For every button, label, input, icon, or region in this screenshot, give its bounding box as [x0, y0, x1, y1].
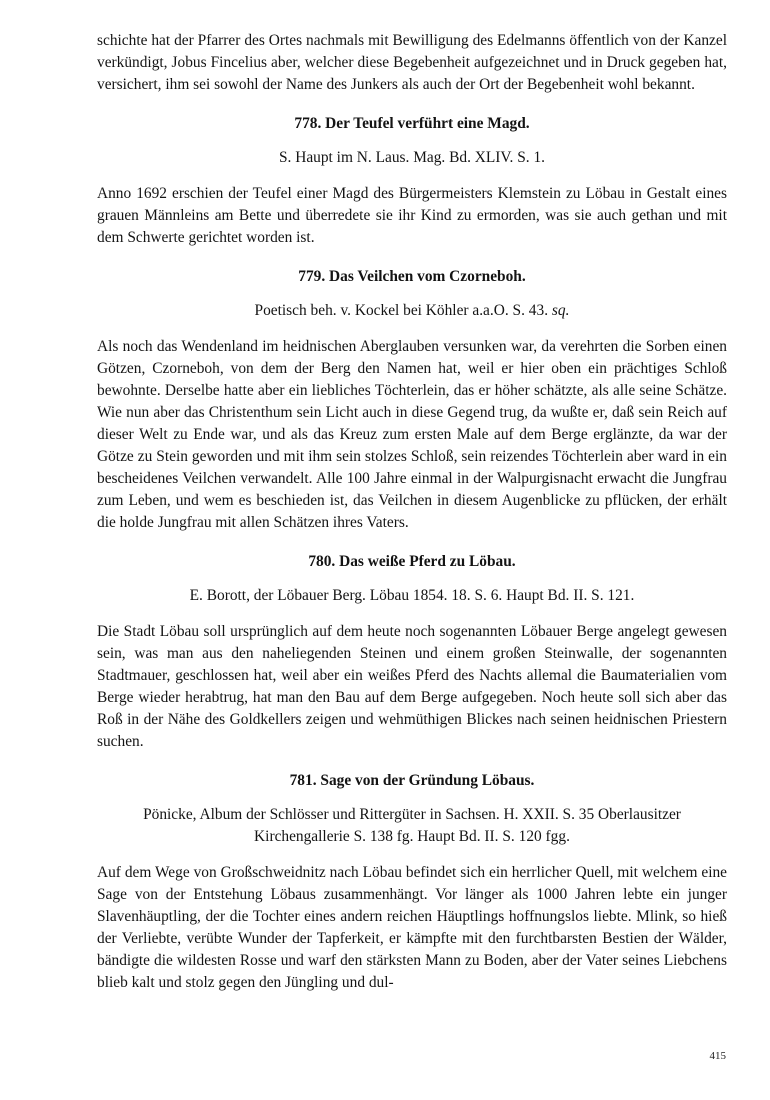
section-780-text: Die Stadt Löbau soll ursprünglich auf dem heute noch sogenannten Löbauer Berge angelegt gewesen sein, was man aus den naheliegenden Steinen und einem großen Steinwalle, der sogenannten Stadtmauer, geschlossen hat, weil aber ein weißes Pferd des Nachts allemal die Baumaterialien vom Berge wieder herabtrug, hat man den Bau auf dem Berge aufgegeben. Noch heute soll sich aber das Roß in der Nähe des Goldkellers zeigen und wehmüthigen Blickes nach seinen heidnischen Priestern suchen.: [97, 623, 727, 750]
section-780-source: E. Borott, der Löbauer Berg. Löbau 1854. 18. S. 6. Haupt Bd. II. S. 121.: [189, 587, 635, 604]
section-781-source-line2: Kirchengallerie S. 138 fg. Haupt Bd. II. S. 120 fgg.: [254, 828, 570, 845]
section-781-source-line1: Pönicke, Album der Schlösser und Rittergüter in Sachsen. H. XXII. S. 35 Oberlausitzer: [143, 806, 681, 823]
intro-paragraph: schichte hat der Pfarrer des Ortes nachmals mit Bewilligung des Edelmanns öffentlich von der Kanzel verkündigt, Jobus Fincelius aber, welcher diese Begebenheit aufgezeichnet und in Druck gegeben hat, versichert, ihm sei sowohl der Name des Junkers als auch der Ort der Begebenheit wohl bekannt.: [97, 32, 727, 93]
section-779-title: 779. Das Veilchen vom Czorneboh.: [298, 268, 526, 285]
page-body: [97, 30, 727, 994]
page-number: 415: [709, 1050, 726, 1062]
section-780-title: 780. Das weiße Pferd zu Löbau.: [308, 553, 516, 570]
section-778-source: S. Haupt im N. Laus. Mag. Bd. XLIV. S. 1.: [278, 149, 546, 166]
section-778-text: Anno 1692 erschien der Teufel einer Magd des Bürgermeisters Klemstein zu Löbau in Gestalt eines grauen Männleins am Bette und überredete sie ihr Kind zu ermorden, was sie auch gethan und mit dem Schwerte gerichtet worden ist.: [97, 185, 727, 246]
section-779-source-text: Poetisch beh. v. Kockel bei Köhler a.a.O. S. 43.: [254, 302, 549, 319]
section-778-title: 778. Der Teufel verführt eine Magd.: [294, 115, 530, 132]
section-779-text: Als noch das Wendenland im heidnischen Aberglauben versunken war, da verehrten die Sorben einen Götzen, Czorneboh, von dem der Berg den Namen hat, weil er hier oben ein prächtiges Schloß bewohnte. Derselbe hatte aber ein liebliches Töchterlein, das er höher schätzte, als alle seine Schätze. Wie nun aber das Christenthum sein Licht auch in diese Gegend trug, da wußte er, daß sein Reich auf dieser Welt zu Ende war, und als das Kreuz zum ersten Male auf dem Berge erglänzte, da war der Götze zu Stein geworden und mit ihm sein stolzes Schloß, sein reizendes Töchterlein aber ward in ein bescheidenes Veilchen verwandelt. Alle 100 Jahre einmal in der Walpurgisnacht erwacht die Jungfrau zum Leben, und wem es beschieden ist, das Veilchen in diesem Augenblicke zu pflücken, der erhält die holde Jungfrau mit allen Schätzen ihres Vaters.: [97, 338, 727, 531]
section-779-source-sq: sq.: [551, 302, 570, 319]
section-781-title: 781. Sage von der Gründung Löbaus.: [289, 772, 535, 789]
section-781-source: [97, 804, 727, 848]
section-779-source: [97, 300, 727, 322]
section-781-text: Auf dem Wege von Großschweidnitz nach Löbau befindet sich ein herrlicher Quell, mit welchem eine Sage von der Entstehung Löbaus zusammenhängt. Vor länger als 1000 Jahren lebte ein junger Slavenhäuptling, der die Tochter eines andern reichen Häuptlings hoffnungslos liebte. Mlink, so hieß der Verliebte, verübte Wunder der Tapferkeit, er kämpfte mit den furchtbarsten Bestien der Wälder, bändigte die wildesten Rosse und warf den stärksten Mann zu Boden, aber der Vater seines Liebchens blieb kalt und stolz gegen den Jüngling und dul-: [97, 864, 727, 991]
